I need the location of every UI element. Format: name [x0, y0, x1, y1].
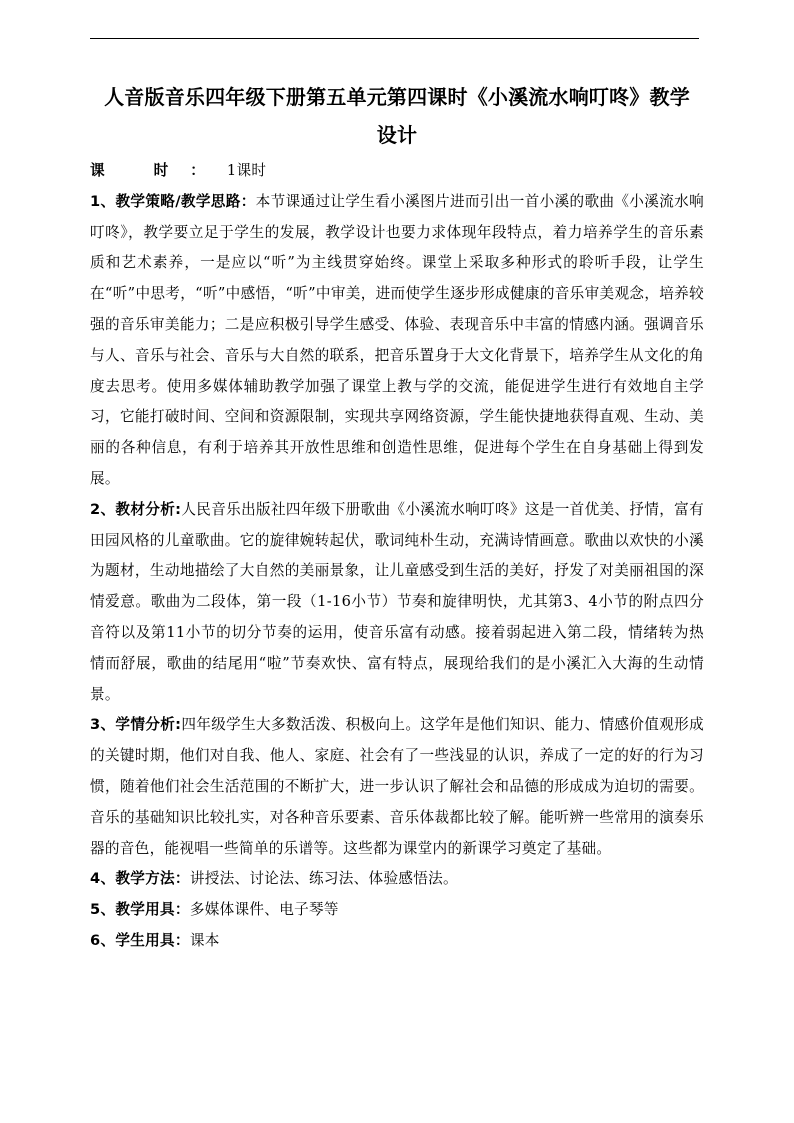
section-body: 四年级学生大多数活泼、积极向上。这学年是他们知识、能力、情感价值观形成的关键时期，他们对自我、他人、家庭、社会有了一些浅显的认识，养成了一定的好的行为习惯，随着他们社会生活范围的不断扩大，进一步认识了解社会和品德的形成成为迫切的需要。音乐的基础知识比较扎实，对各种音乐要素、音乐体裁都比较了解。能听辨一些常用的演奏乐器的音色，能视唱一些简单的乐谱等。这些都为课堂内的新课学习奠定了基础。 — [90, 716, 704, 857]
section-teaching-strategy — [90, 187, 704, 495]
class-hours — [90, 156, 704, 187]
section-body: 讲授法、讨论法、练习法、体验感悟法。 — [189, 870, 458, 888]
class-hours-value: 1课时 — [226, 162, 267, 179]
section-teaching-tools — [90, 895, 704, 926]
section-heading: 5、教学用具： — [90, 901, 190, 919]
section-heading: 2、教材分析: — [90, 500, 182, 518]
section-body: 本节课通过让学生看小溪图片进而引出一首小溪的歌曲《小溪流水响叮咚》，教学要立足于学生的发展，教学设计也要力求体现年段特点，着力培养学生的音乐素质和艺术素养，一是应以“听”为主线贯穿始终。课堂上采取多种形式的聆听手段，让学生在“听”中思考，“听”中感悟，“听”中审美，进而使学生逐步形成健康的音乐审美观念，培养较强的音乐审美能力；二是应积极引导学生感受、体验、表现音乐中丰富的情感内涵。强调音乐与人、音乐与社会、音乐与大自然的联系，把音乐置身于大文化背景下，培养学生从文化的角度去思考。使用多媒体辅助教学加强了课堂上教与学的交流，能促进学生进行有效地自主学习，它能打破时间、空间和资源限制，实现共享网络资源，学生能快捷地获得直观、生动、美丽的各种信息，有利于培养其开放性思维和创造性思维，促进每个学生在自身基础上得到发展。 — [90, 192, 704, 487]
section-body: 多媒体课件、电子琴等 — [189, 901, 339, 919]
section-heading: 4、教学方法： — [90, 870, 190, 888]
section-body: 人民音乐出版社四年级下册歌曲《小溪流水响叮咚》这是一首优美、抒情，富有田园风格的儿童歌曲。它的旋律婉转起伏，歌词纯朴生动，充满诗情画意。歌曲以欢快的小溪为题材，生动地描绘了大自然的美丽景象，让儿童感受到生活的美好，抒发了对美丽祖国的深情爱意。歌曲为二段体，第一段（1-16小节）节奏和旋律明快，尤其第3、4小节的附点四分音符以及第11小节的切分节奏的运用，使音乐富有动感。接着弱起进入第二段，情绪转为热情而舒展，歌曲的结尾用“啦”节奏欢快、富有特点，展现给我们的是小溪汇入大海的生动情景。 — [90, 500, 704, 703]
section-heading: 6、学生用具： — [90, 931, 190, 949]
section-student-tools — [90, 926, 704, 957]
section-teaching-methods — [90, 864, 704, 895]
section-student-analysis — [90, 710, 704, 864]
title-line-1: 人音版音乐四年级下册第五单元第四课时《小溪流水响叮咚》教学 — [104, 85, 690, 109]
document-title — [90, 78, 704, 154]
document-body — [90, 78, 704, 957]
section-material-analysis — [90, 495, 704, 711]
section-body: 课本 — [189, 931, 220, 949]
class-hours-label: 课 时： — [90, 162, 227, 179]
title-line-2: 设计 — [376, 123, 418, 147]
header-rule — [90, 38, 699, 39]
section-heading: 1、教学策略/教学思路： — [90, 192, 256, 210]
section-heading: 3、学情分析: — [90, 716, 182, 734]
